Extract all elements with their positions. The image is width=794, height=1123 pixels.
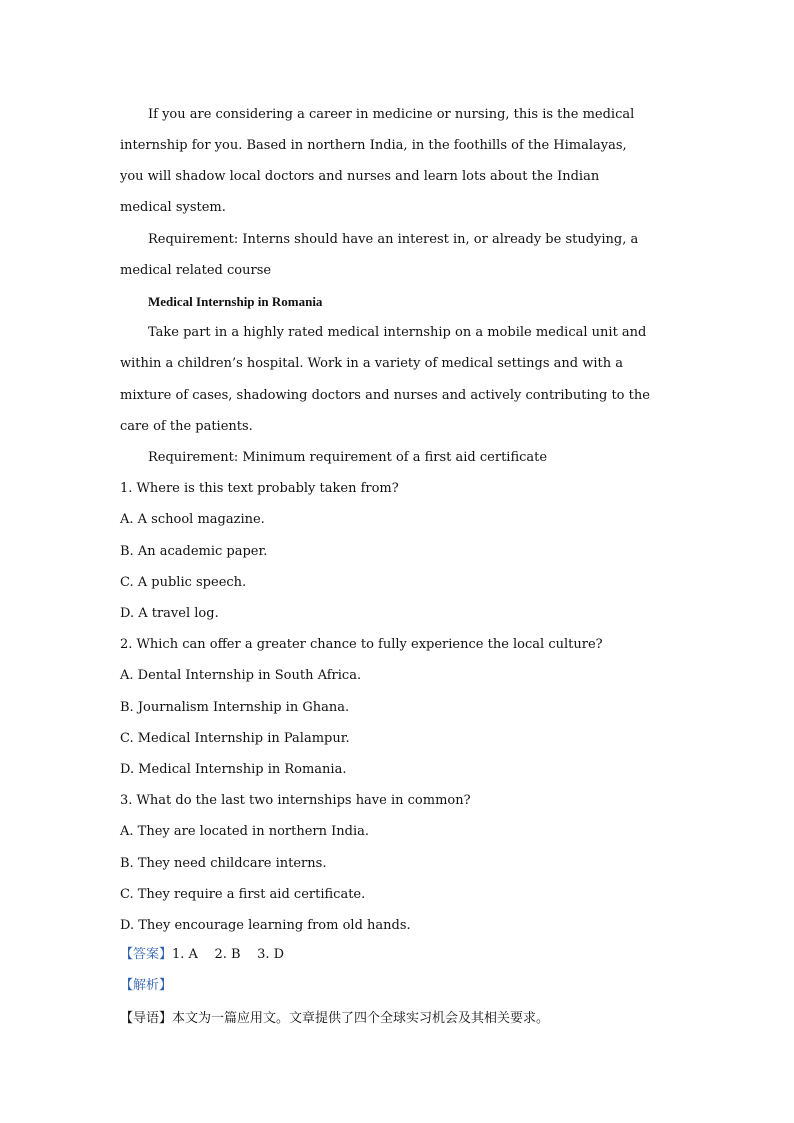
answer-row <box>120 946 284 964</box>
question-1-option-a: A. A school magazine. <box>120 512 265 527</box>
question-2-option-d: D. Medical Internship in Romania. <box>120 762 347 777</box>
answer-text: 1. A 2. B 3. D <box>172 947 285 962</box>
analysis-row <box>120 977 172 995</box>
paragraph-line: mixture of cases, shadowing doctors and nurses and actively contributing to the <box>120 388 650 403</box>
paragraph-line: you will shadow local doctors and nurses and learn lots about the Indian <box>120 169 600 184</box>
requirement-line: Requirement: Interns should have an interest in, or already be studying, a <box>148 232 639 247</box>
requirement-line: Requirement: Minimum requirement of a first aid certificate <box>148 450 548 465</box>
question-3-option-c: C. They require a first aid certificate. <box>120 887 366 902</box>
question-3-option-d: D. They encourage learning from old hands. <box>120 918 411 933</box>
question-3-option-a: A. They are located in northern India. <box>120 824 369 839</box>
question-2: 2. Which can offer a greater chance to fully experience the local culture? <box>120 637 603 652</box>
answer-label: 【答案】 <box>120 947 173 962</box>
question-3-option-b: B. They need childcare interns. <box>120 856 327 871</box>
guide-label: 【导语】 <box>120 1011 173 1026</box>
paragraph-line: medical system. <box>120 200 226 215</box>
question-2-option-c: C. Medical Internship in Palampur. <box>120 731 350 746</box>
question-1: 1. Where is this text probably taken from? <box>120 481 399 496</box>
paragraph-line: Take part in a highly rated medical internship on a mobile medical unit and <box>148 325 647 340</box>
question-1-option-b: B. An academic paper. <box>120 544 268 559</box>
paragraph-line: If you are considering a career in medicine or nursing, this is the medical <box>148 107 635 122</box>
guide-text: 本文为一篇应用文。文章提供了四个全球实习机会及其相关要求。 <box>172 1011 550 1026</box>
question-3: 3. What do the last two internships have in common? <box>120 793 471 808</box>
paragraph-line: care of the patients. <box>120 419 253 434</box>
paragraph-line: internship for you. Based in northern India, in the foothills of the Himalayas, <box>120 138 627 153</box>
analysis-label: 【解析】 <box>120 978 173 993</box>
question-1-option-c: C. A public speech. <box>120 575 247 590</box>
question-2-option-a: A. Dental Internship in South Africa. <box>120 668 362 683</box>
paragraph-line: within a children’s hospital. Work in a variety of medical settings and with a <box>120 356 624 371</box>
question-2-option-b: B. Journalism Internship in Ghana. <box>120 700 350 715</box>
guide-row <box>120 1010 549 1028</box>
requirement-line: medical related course <box>120 263 272 278</box>
question-1-option-d: D. A travel log. <box>120 606 219 621</box>
section-heading: Medical Internship in Romania <box>148 294 323 309</box>
